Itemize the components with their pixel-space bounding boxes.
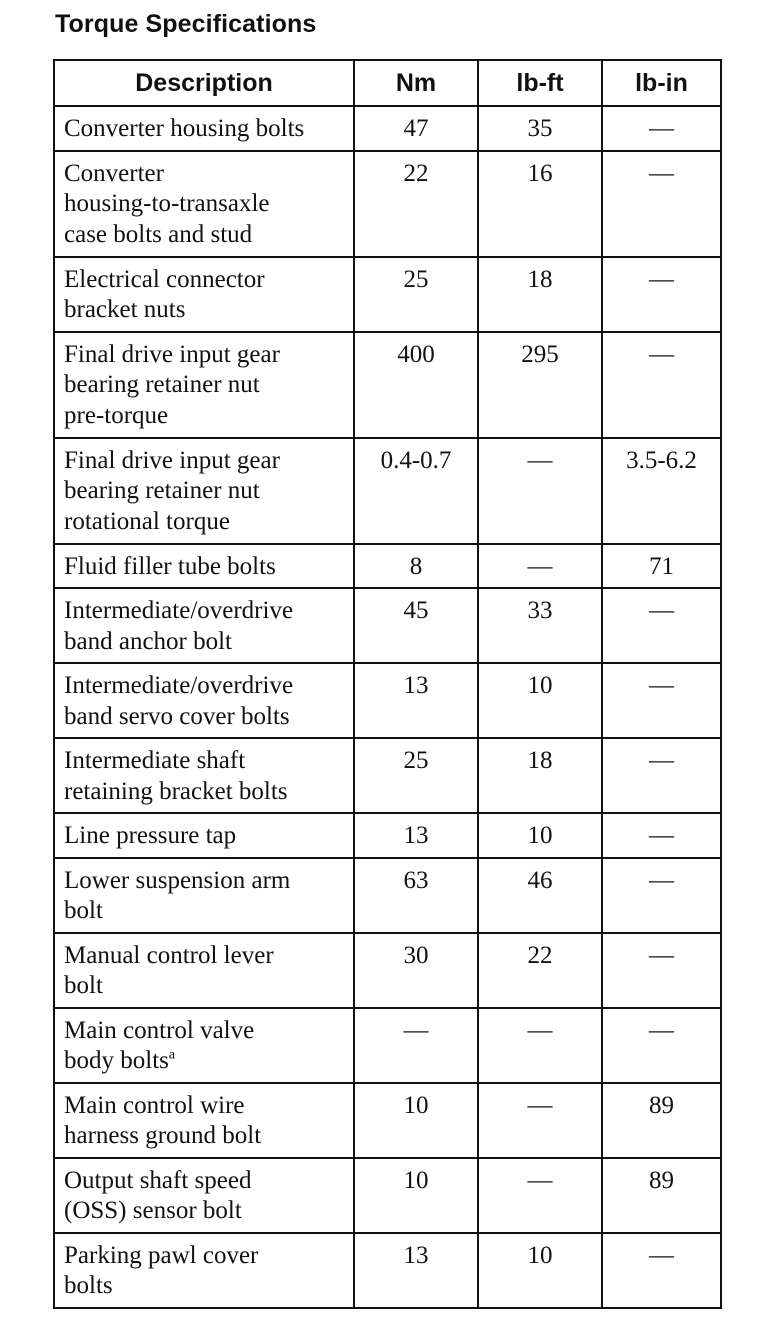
table-row <box>54 438 721 544</box>
table-row <box>54 858 721 933</box>
cell-lbin: — <box>602 738 721 813</box>
description-line: Main control valve <box>64 1016 255 1044</box>
cell-description <box>54 332 354 438</box>
cell-lbin: 89 <box>602 1158 721 1233</box>
cell-nm: 25 <box>354 257 478 332</box>
cell-lbin: — <box>602 106 721 151</box>
table-row <box>54 1233 721 1308</box>
description-line: harness ground bolt <box>64 1122 262 1149</box>
description-line: Fluid filler tube bolts <box>64 552 276 580</box>
cell-lbft: — <box>478 1083 602 1158</box>
cell-lbft: 33 <box>478 588 602 663</box>
description-line: retaining bracket bolts <box>64 777 288 805</box>
cell-description <box>54 738 354 813</box>
table-body <box>54 106 721 1308</box>
cell-lbft: 295 <box>478 332 602 438</box>
cell-nm: 45 <box>354 588 478 663</box>
cell-lbin: — <box>602 332 721 438</box>
description-line: Converter housing bolts <box>64 115 305 142</box>
table-row <box>54 738 721 813</box>
description-line: Electrical connector <box>64 265 265 293</box>
cell-description <box>54 813 354 858</box>
header-lbin: lb-in <box>602 60 721 106</box>
description-line: Converter <box>64 159 164 187</box>
cell-nm: 22 <box>354 151 478 257</box>
cell-lbft: — <box>478 1158 602 1233</box>
header-nm: Nm <box>354 60 478 106</box>
cell-lbft: 35 <box>478 106 602 151</box>
description-line: Final drive input gear <box>64 446 280 474</box>
cell-description <box>54 1083 354 1158</box>
table-row <box>54 544 721 589</box>
cell-lbin: — <box>602 663 721 738</box>
footnote-marker: a <box>168 1047 176 1063</box>
cell-description <box>54 544 354 589</box>
cell-lbft: 18 <box>478 257 602 332</box>
cell-nm: 10 <box>354 1158 478 1233</box>
table-row <box>54 663 721 738</box>
cell-lbft: 16 <box>478 151 602 257</box>
table-row <box>54 1083 721 1158</box>
description-line: Intermediate/overdrive <box>64 597 294 624</box>
cell-lbft: 22 <box>478 933 602 1008</box>
torque-spec-table <box>53 59 722 1309</box>
cell-description <box>54 588 354 663</box>
cell-nm: 13 <box>354 663 478 738</box>
description-line: bearing retainer nut <box>64 371 260 398</box>
description-line: Output shaft speed <box>64 1166 252 1194</box>
cell-lbin: — <box>602 813 721 858</box>
page-title: Torque Specifications <box>55 10 317 38</box>
cell-nm: — <box>354 1008 478 1083</box>
cell-nm: 400 <box>354 332 478 438</box>
description-line: Parking pawl cover <box>64 1241 259 1269</box>
table-row <box>54 1008 721 1083</box>
table-row <box>54 588 721 663</box>
description-line: bracket nuts <box>64 296 186 323</box>
table-header-row <box>54 60 721 106</box>
cell-lbin: 71 <box>602 544 721 589</box>
description-line: body bolts <box>64 1047 169 1074</box>
cell-description <box>54 106 354 151</box>
cell-nm: 0.4-0.7 <box>354 438 478 544</box>
description-line: (OSS) sensor bolt <box>64 1197 242 1224</box>
table-row <box>54 332 721 438</box>
cell-description <box>54 257 354 332</box>
cell-description <box>54 1158 354 1233</box>
cell-description <box>54 438 354 544</box>
cell-description <box>54 1233 354 1308</box>
cell-nm: 25 <box>354 738 478 813</box>
cell-description <box>54 933 354 1008</box>
description-line: Manual control lever <box>64 941 274 969</box>
table-row <box>54 813 721 858</box>
cell-nm: 47 <box>354 106 478 151</box>
cell-lbin: 3.5-6.2 <box>602 438 721 544</box>
cell-lbin: — <box>602 858 721 933</box>
cell-nm: 30 <box>354 933 478 1008</box>
table-row <box>54 151 721 257</box>
cell-nm: 13 <box>354 1233 478 1308</box>
description-line: rotational torque <box>64 507 230 535</box>
description-line: Intermediate/overdrive <box>64 672 294 699</box>
cell-lbft: — <box>478 1008 602 1083</box>
cell-lbft: 10 <box>478 663 602 738</box>
cell-lbft: 10 <box>478 813 602 858</box>
table-row <box>54 257 721 332</box>
cell-lbin: — <box>602 588 721 663</box>
cell-lbin: — <box>602 257 721 332</box>
description-line: Final drive input gear <box>64 340 280 368</box>
description-line: bolts <box>64 1272 113 1299</box>
cell-lbin: — <box>602 151 721 257</box>
cell-lbft: — <box>478 544 602 589</box>
cell-lbft: 18 <box>478 738 602 813</box>
description-line: Main control wire <box>64 1091 245 1119</box>
cell-nm: 10 <box>354 1083 478 1158</box>
cell-lbin: — <box>602 933 721 1008</box>
cell-lbin: — <box>602 1008 721 1083</box>
cell-description <box>54 663 354 738</box>
description-line: bearing retainer nut <box>64 477 260 504</box>
description-line: bolt <box>64 897 103 924</box>
description-line: housing-to-transaxle <box>64 190 270 217</box>
description-line: pre-torque <box>64 401 169 429</box>
cell-lbin: — <box>602 1233 721 1308</box>
cell-description <box>54 151 354 257</box>
description-line: case bolts and stud <box>64 220 253 248</box>
cell-nm: 13 <box>354 813 478 858</box>
cell-lbft: 46 <box>478 858 602 933</box>
cell-lbft: 10 <box>478 1233 602 1308</box>
description-line: band anchor bolt <box>64 627 233 655</box>
header-lbft: lb-ft <box>478 60 602 106</box>
description-line: Line pressure tap <box>64 822 237 849</box>
cell-lbin: 89 <box>602 1083 721 1158</box>
cell-description <box>54 1008 354 1083</box>
table-row <box>54 933 721 1008</box>
description-line: Intermediate shaft <box>64 747 246 774</box>
cell-lbft: — <box>478 438 602 544</box>
table-row <box>54 1158 721 1233</box>
cell-description <box>54 858 354 933</box>
cell-nm: 8 <box>354 544 478 589</box>
description-line: Lower suspension arm <box>64 866 291 894</box>
table-row <box>54 106 721 151</box>
header-description: Description <box>54 60 354 106</box>
cell-nm: 63 <box>354 858 478 933</box>
description-line: bolt <box>64 972 103 999</box>
description-line: band servo cover bolts <box>64 702 290 730</box>
